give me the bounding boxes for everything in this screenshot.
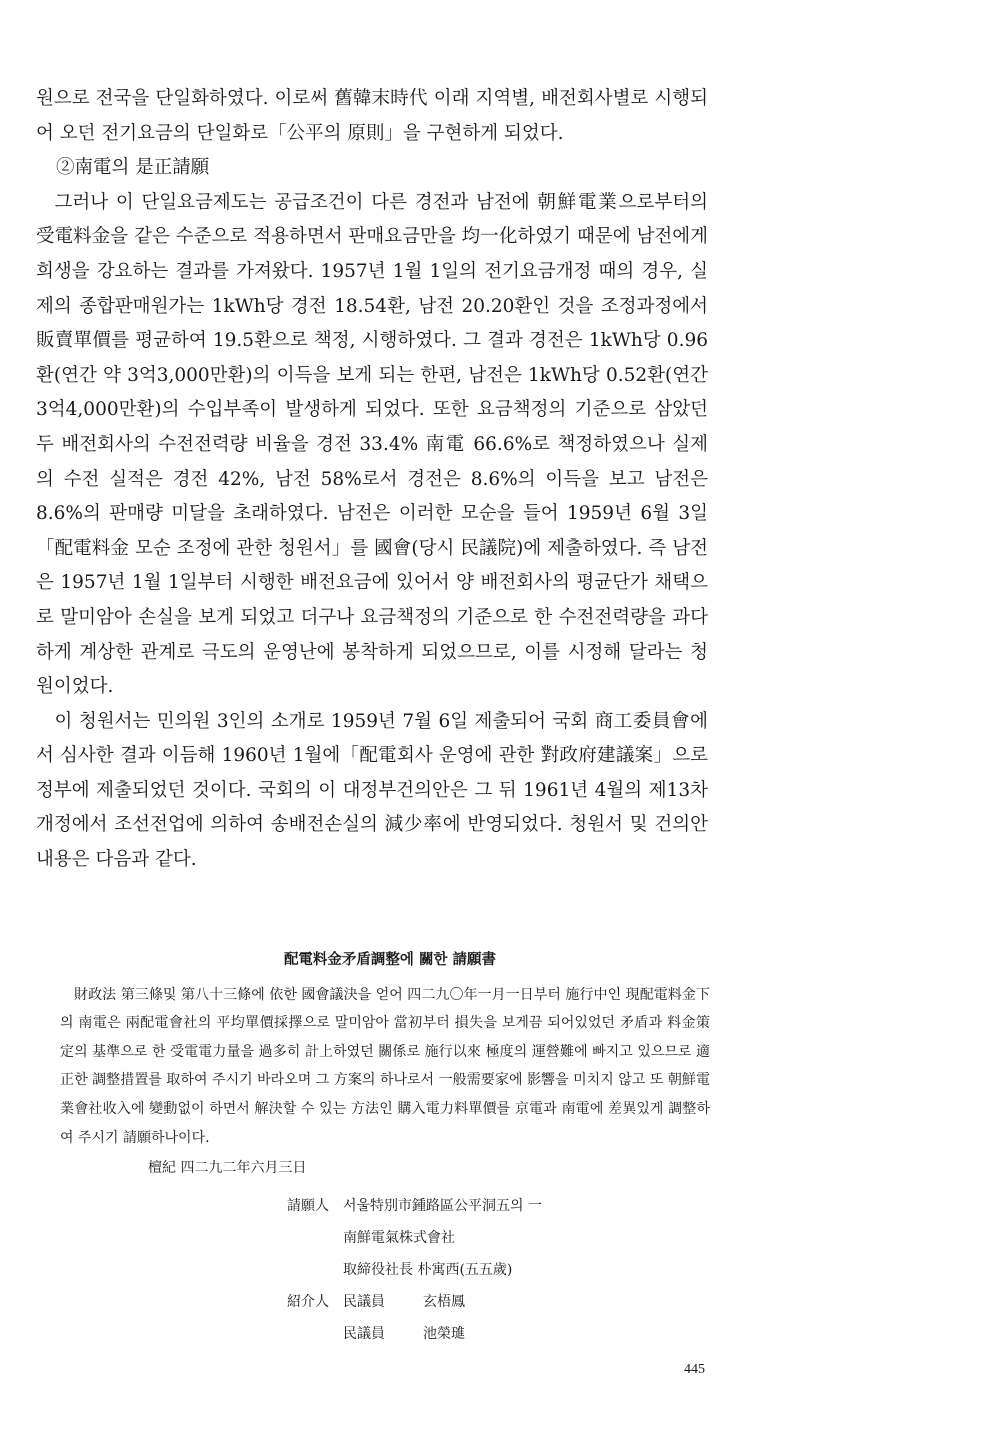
paragraph: 이 청원서는 민의원 3인의 소개로 1959년 7월 6일 제출되어 국회 商工委員會에서 심사한 결과 이듬해 1960년 1월에「配電회사 운영에 관한 對政府建議案」으로 정부에 제출되었던 것이다. 국회의 이 대정부건의안은 그 뒤 1961년 4월의 제13차 개정에서 조선전업에 의하여 송배전손실의 減少率에 반영되었다. 청원서 및 건의안 내용은 다음과 같다. xyxy=(36,710,708,871)
petition-block xyxy=(60,946,710,1183)
page-number: 445 xyxy=(684,1362,705,1377)
member-name: 池榮璡 xyxy=(423,1326,465,1342)
member-role: 民議員 xyxy=(343,1294,385,1310)
paragraph: 원으로 전국을 단일화하였다. 이로써 舊韓末時代 이래 지역별, 배전회사별로 시행되어 오던 전기요금의 단일화로「公平의 原則」을 구현하게 되었다. xyxy=(36,88,708,144)
body-text xyxy=(36,82,708,878)
petition-body xyxy=(60,981,710,1153)
introducer-label: 紹介人 xyxy=(287,1294,329,1310)
petitioner-address: 서울特別市鍾路區公平洞五의 一 xyxy=(343,1198,543,1214)
petitioner-label: 請願人 xyxy=(287,1198,329,1214)
petition-title: 配電料金矛盾調整에 關한 請願書 xyxy=(283,951,497,968)
petition-date: 檀紀 四二九二年六月三日 xyxy=(148,1160,307,1177)
petition-text: 財政法 第三條및 第八十三條에 依한 國會議決을 얻어 四二九〇年一月一日부터 施行中인 現配電料金下의 南電은 兩配電會社의 平均單價採擇으로 말미암아 當初부터 損失을 보게끔 되어있었던 矛盾과 料金策定의 基準으로 한 受電電力量을 過多히 計上하였던 關係로 施行以來 極度의 運營難에 빠지고 있으므로 適正한 調整措置를 取하여 주시기 바라오며 그 方案의 하나로서 一般需要家에 影響을 미치지 않고 또 朝鮮電業會社收入에 變動없이 하면서 解決할 수 있는 方法인 購入電力料單價를 京電과 南電에 差異있게 調整하여 주시기 請願하나이다. xyxy=(60,986,710,1146)
petitioner-company: 南鮮電氣株式會社 xyxy=(343,1230,455,1246)
section-heading: ②南電의 是正請願 xyxy=(56,157,210,179)
member-role: 民議員 xyxy=(343,1326,385,1342)
petitioner-president: 取締役社長 朴寓西(五五歲) xyxy=(343,1262,513,1278)
paragraph: 그러나 이 단일요금제도는 공급조건이 다른 경전과 남전에 朝鮮電業으로부터의 受電料金을 같은 수준으로 적용하면서 판매요금만을 均一化하였기 때문에 남전에게 희생을 강요하는 결과를 가져왔다. 1957년 1월 1일의 전기요금개정 때의 경우, 실제의 종합판매원가는 1kWh당 경전 18.54환, 남전 20.20환인 것을 조정과정에서 販賣單價를 평균하여 19.5환으로 책정, 시행하였다. 그 결과 경전은 1kWh당 0.96환(연간 약 3억3,000만환)의 이득을 보게 되는 한편, 남전은 1kWh당 0.52환(연간 3억4,000만환)의 수입부족이 발생하게 되었다. 또한 요금책정의 기준으로 삼았던 두 배전회사의 수전전력량 비율을 경전 33.4% 南電 66.6%로 책정하였으나 실제의 수전 실적은 경전 42%, 남전 58%로서 경전은 8.6%의 이득을 보고 남전은 8.6%의 판매량 미달을 초래하였다. 남전은 이러한 모순을 들어 1959년 6월 3일「配電料金 모순 조정에 관한 청원서」를 國會(당시 民議院)에 제출하였다. 즉 남전은 1957년 1월 1일부터 시행한 배전요금에 있어서 양 배전회사의 평균단가 채택으로 말미암아 손실을 보게 되었고 더구나 요금책정의 기준으로 한 수전전력량을 과다하게 계상한 관계로 극도의 운영난에 봉착하게 되었으므로, 이를 시정해 달라는 청원이었다. xyxy=(36,191,708,698)
member-name: 玄梧鳳 xyxy=(423,1294,465,1310)
